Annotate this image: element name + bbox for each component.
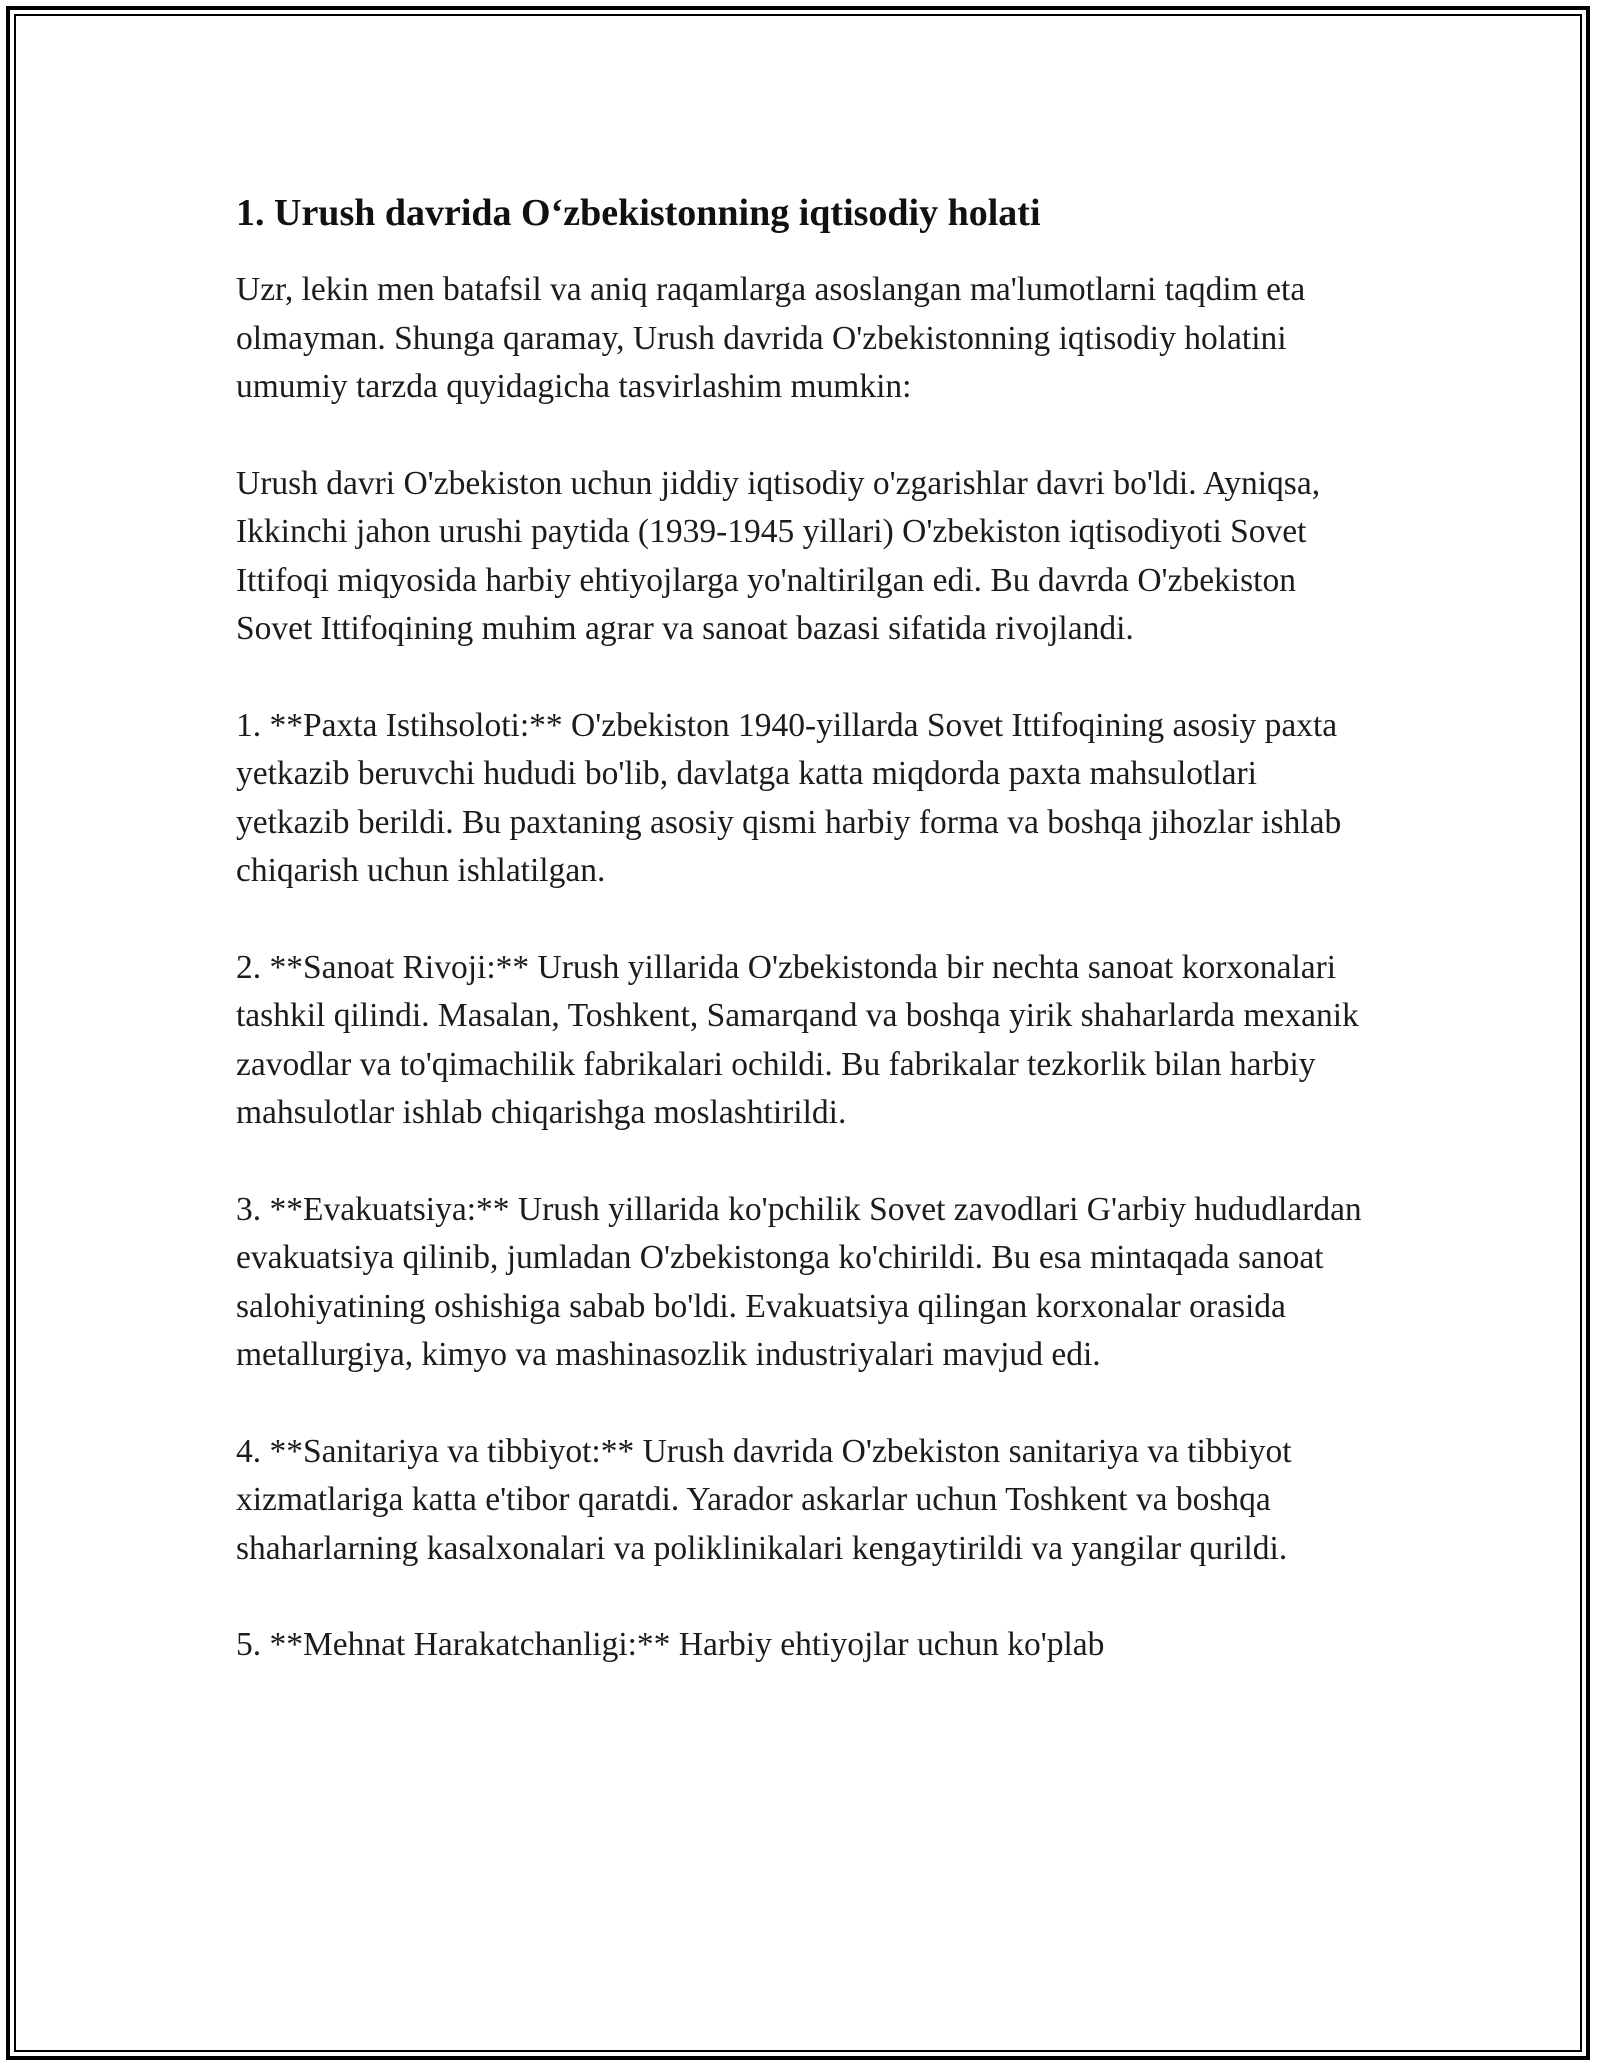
list-item-medicine: 4. **Sanitariya va tibbiyot:** Urush davrida O'zbekiston sanitariya va tibbiyot xizmatlariga katta e'tibor qaratdi. Yarador askarlar uchun Toshkent va boshqa shaharlarning kasalxonalari va poliklinikalari kengaytirildi va yangilar qurildi. xyxy=(236,1432,1292,1567)
list-item-evacuation: 3. **Evakuatsiya:** Urush yillarida ko'pchilik Sovet zavodlari G'arbiy hududlardan evakuatsiya qilinib, jumladan O'zbekistonga ko'chirildi. Bu esa mintaqada sanoat salohiyatining oshishiga sabab bo'ldi. Evakuatsiya qilingan korxonalar orasida metallurgiya, kimyo va mashinasozlik industriyalari mavjud edi. xyxy=(236,1190,1362,1373)
document-title: 1. Urush davrida O‘zbekistonning iqtisodiy holati xyxy=(236,192,1041,234)
list-item-cotton: 1. **Paxta Istihsoloti:** O'zbekiston 1940-yillarda Sovet Ittifoqining asosiy paxta yetkazib beruvchi hududi bo'lib, davlatga katta miqdorda paxta mahsulotlari yetkazib berildi. Bu paxtaning asosiy qismi harbiy forma va boshqa jihozlar ishlab chiqarish uchun ishlatilgan. xyxy=(236,706,1342,889)
paragraph-intro: Uzr, lekin men batafsil va aniq raqamlarga asoslangan ma'lumotlarni taqdim eta olmayman. Shunga qaramay, Urush davrida O'zbekistonning iqtisodiy holatini umumiy tarzda quyidagicha tasvirlashim mumkin: xyxy=(236,271,1306,405)
paragraph-overview: Urush davri O'zbekiston uchun jiddiy iqtisodiy o'zgarishlar davri bo'ldi. Ayniqsa, Ikkinchi jahon urushi paytida (1939-1945 yillari) O'zbekiston iqtisodiyoti Sovet Ittifoqi miqyosida harbiy ehtiyojlarga yo'naltirilgan edi. Bu davrda O'zbekiston Sovet Ittifoqining muhim agrar va sanoat bazasi sifatida rivojlandi. xyxy=(236,464,1321,647)
list-item-labor: 5. **Mehnat Harakatchanligi:** Harbiy ehtiyojlar uchun ko'plab xyxy=(236,1626,1105,1663)
list-item-industry: 2. **Sanoat Rivoji:** Urush yillarida O'zbekistonda bir nechta sanoat korxonalari tashkil qilindi. Masalan, Toshkent, Samarqand va boshqa yirik shaharlarda mexanik zavodlar va to'qimachilik fabrikalari ochildi. Bu fabrikalar tezkorlik bilan harbiy mahsulotlar ishlab chiqarishga moslashtirildi. xyxy=(236,948,1359,1131)
document-body xyxy=(236,188,1376,1718)
